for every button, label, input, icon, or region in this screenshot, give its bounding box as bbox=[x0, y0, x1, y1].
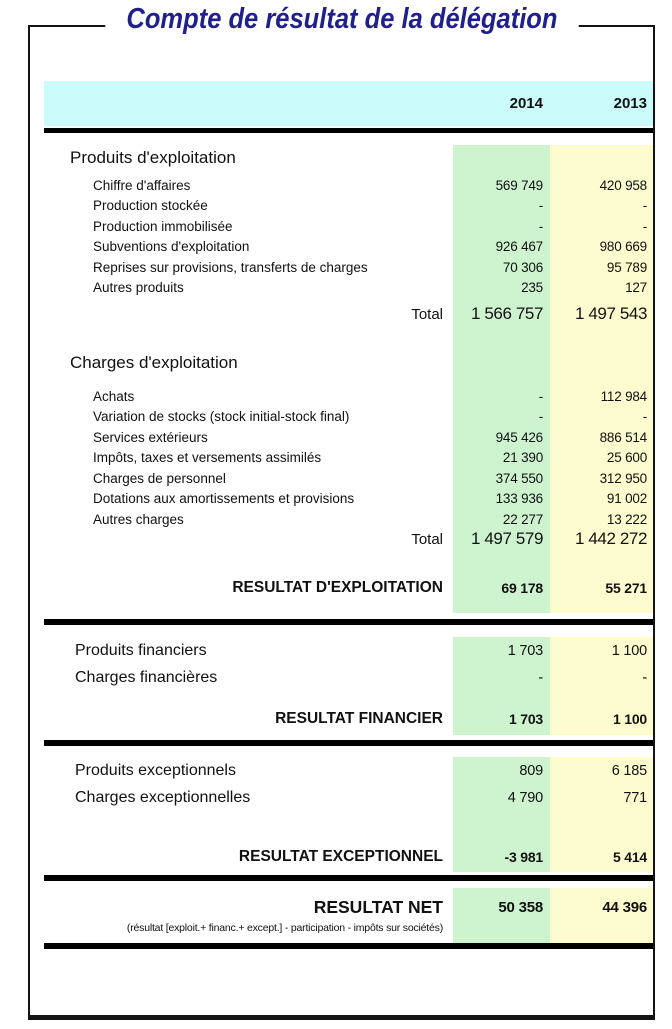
value-2014: 374 550 bbox=[495, 470, 543, 486]
total-2014: 1 497 579 bbox=[470, 528, 543, 548]
value-2013: - bbox=[642, 218, 647, 234]
total-label: Total bbox=[411, 530, 443, 548]
value-2013: - bbox=[642, 669, 647, 686]
row-label: Charges exceptionnelles bbox=[75, 788, 251, 806]
value-2013: 771 bbox=[623, 789, 647, 806]
value-2014: - bbox=[538, 218, 543, 234]
value-2014 bbox=[453, 145, 550, 175]
section-divider-rule bbox=[44, 740, 653, 746]
value-2013 bbox=[550, 350, 653, 380]
table-row bbox=[30, 237, 653, 258]
row-label: Variation de stocks (stock initial-stock final) bbox=[93, 409, 350, 425]
table-row bbox=[30, 257, 653, 278]
net-result-note-row bbox=[30, 920, 653, 943]
value-2014: - bbox=[538, 388, 543, 404]
result-2013: 55 271 bbox=[605, 579, 647, 596]
value-2014: 22 277 bbox=[502, 511, 543, 527]
table-row bbox=[30, 216, 653, 237]
section-heading-row bbox=[30, 145, 653, 175]
header-rule bbox=[44, 128, 653, 133]
value-2014: - bbox=[538, 669, 543, 686]
result-label: RESULTAT EXCEPTIONNEL bbox=[238, 848, 443, 865]
table-row bbox=[30, 407, 653, 428]
table-row bbox=[30, 386, 653, 407]
table-row bbox=[30, 175, 653, 196]
value-2014: 945 426 bbox=[495, 429, 543, 445]
value-2013: 95 789 bbox=[606, 259, 647, 275]
result-label: RESULTAT FINANCIER bbox=[275, 710, 443, 727]
table-row bbox=[30, 637, 653, 664]
section-financier bbox=[30, 637, 653, 735]
section-heading-row bbox=[30, 350, 653, 380]
total-label: Total bbox=[411, 306, 443, 323]
row-label: Achats bbox=[93, 388, 135, 404]
value-2014: 4 790 bbox=[507, 789, 543, 806]
bottom-rule bbox=[44, 943, 653, 949]
row-label: Subventions d'exploitation bbox=[93, 239, 250, 255]
value-2013 bbox=[550, 145, 653, 175]
document-title-wrap bbox=[30, 3, 653, 36]
year-header-band bbox=[44, 81, 653, 126]
value-2013: - bbox=[642, 409, 647, 425]
value-2014: 1 703 bbox=[507, 642, 543, 659]
row-label: Chiffre d'affaires bbox=[93, 177, 191, 193]
value-2013: - bbox=[642, 198, 647, 214]
value-2014: 21 390 bbox=[502, 450, 543, 466]
section-divider-rule bbox=[44, 875, 653, 881]
table-row bbox=[30, 427, 653, 448]
value-2014: 70 306 bbox=[502, 259, 543, 275]
row-label: Produits exceptionnels bbox=[75, 761, 236, 779]
net-result-note: (résultat [exploit.+ financ.+ except.] - participation - impôts sur sociétés) bbox=[126, 922, 443, 934]
value-2014: 133 936 bbox=[495, 491, 543, 507]
table-row bbox=[30, 448, 653, 469]
table-row bbox=[30, 509, 653, 530]
year-header-2014: 2014 bbox=[509, 95, 543, 112]
total-2013: 1 497 543 bbox=[574, 304, 647, 323]
row-label: Reprises sur provisions, transferts de charges bbox=[93, 259, 368, 275]
net-result-2014: 50 358 bbox=[498, 899, 543, 916]
result-2014: 69 178 bbox=[501, 579, 543, 596]
table-row bbox=[30, 784, 653, 811]
value-2013: 127 bbox=[625, 280, 647, 296]
value-2014: - bbox=[538, 409, 543, 425]
row-label: Autres produits bbox=[93, 280, 184, 296]
value-2013: 1 100 bbox=[611, 642, 647, 659]
value-2013: 25 600 bbox=[606, 450, 647, 466]
income-statement-box bbox=[28, 3, 655, 1020]
year-header-2013: 2013 bbox=[613, 95, 647, 112]
total-2013: 1 442 272 bbox=[574, 528, 647, 548]
value-2013: 112 984 bbox=[600, 388, 647, 404]
value-2014 bbox=[453, 350, 550, 380]
value-2013 bbox=[550, 920, 653, 943]
value-2014: - bbox=[538, 198, 543, 214]
value-2013: 886 514 bbox=[599, 429, 647, 445]
total-row bbox=[30, 530, 653, 550]
result-2013: 1 100 bbox=[612, 711, 647, 727]
result-row bbox=[30, 576, 653, 600]
value-2014: 809 bbox=[519, 762, 543, 779]
result-row bbox=[30, 707, 653, 731]
value-2014: 235 bbox=[521, 280, 543, 296]
value-2013: 420 958 bbox=[599, 177, 647, 193]
row-label: Charges de personnel bbox=[93, 470, 226, 486]
spacer-row bbox=[30, 811, 653, 845]
document-title: Compte de résultat de la délégation bbox=[105, 3, 578, 36]
result-2013: 5 414 bbox=[612, 849, 647, 865]
total-2014: 1 566 757 bbox=[470, 304, 543, 323]
row-label: Dotations aux amortissements et provisions bbox=[93, 491, 355, 507]
total-row bbox=[30, 298, 653, 325]
net-result-2013: 44 396 bbox=[602, 899, 647, 916]
net-result-row bbox=[30, 888, 653, 920]
row-label: Production stockée bbox=[93, 198, 208, 214]
table-row bbox=[30, 757, 653, 784]
result-label: RESULTAT D'EXPLOITATION bbox=[232, 578, 443, 596]
value-2013: 312 950 bbox=[599, 470, 647, 486]
table-row bbox=[30, 664, 653, 691]
row-label: Charges financières bbox=[75, 668, 218, 686]
table-row bbox=[30, 278, 653, 299]
row-label: Impôts, taxes et versements assimilés bbox=[93, 450, 322, 466]
table-row bbox=[30, 468, 653, 489]
section-exploitation bbox=[30, 145, 653, 613]
section-divider-rule bbox=[44, 619, 653, 625]
value-2014: 926 467 bbox=[495, 239, 543, 255]
spacer-row bbox=[30, 550, 653, 576]
row-label: Produits financiers bbox=[75, 641, 207, 659]
result-2014: 1 703 bbox=[508, 711, 543, 727]
row-label: Production immobilisée bbox=[93, 218, 233, 234]
value-2013: 6 185 bbox=[611, 762, 647, 779]
net-result-label: RESULTAT NET bbox=[313, 897, 443, 917]
table-row bbox=[30, 196, 653, 217]
value-2013: 980 669 bbox=[599, 239, 647, 255]
value-2013: 91 002 bbox=[606, 491, 647, 507]
spacer-row bbox=[30, 325, 653, 350]
result-row bbox=[30, 845, 653, 869]
value-2013: 13 222 bbox=[606, 511, 647, 527]
section-heading: Charges d'exploitation bbox=[70, 353, 238, 372]
section-exceptionnel bbox=[30, 757, 653, 872]
table-row bbox=[30, 489, 653, 510]
value-2014: 569 749 bbox=[495, 177, 543, 193]
section-heading: Produits d'exploitation bbox=[70, 148, 236, 167]
result-2014: -3 981 bbox=[504, 849, 543, 865]
row-label: Services extérieurs bbox=[93, 429, 208, 445]
section-resultat-net bbox=[30, 888, 653, 943]
value-2014 bbox=[453, 920, 550, 943]
row-label: Autres charges bbox=[93, 511, 184, 527]
spacer-row bbox=[30, 691, 653, 707]
